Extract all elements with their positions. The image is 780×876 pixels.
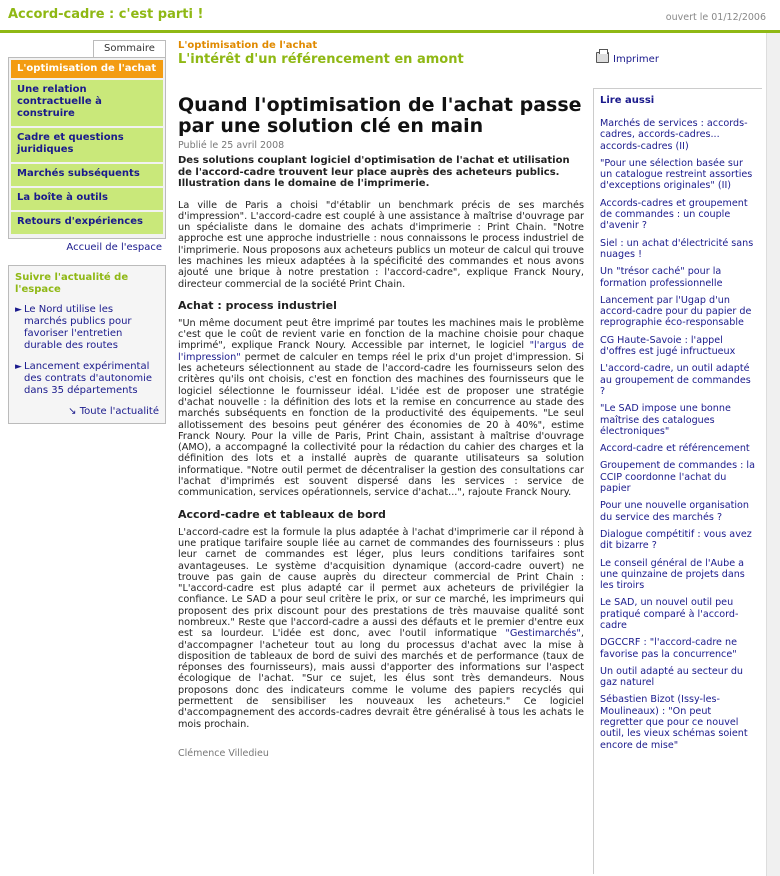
related-link[interactable]: Le conseil général de l'Aube a une quinzaine de projets dans les tiroirs bbox=[600, 557, 745, 592]
article bbox=[178, 40, 584, 759]
related-title: Lire aussi bbox=[600, 95, 655, 106]
nav-item-optimisation[interactable]: L'optimisation de l'achat bbox=[11, 60, 163, 78]
gestimarches-link[interactable]: "Gestimarchés" bbox=[505, 628, 581, 640]
section-body-achat bbox=[178, 318, 584, 499]
related-articles bbox=[593, 88, 762, 874]
related-link[interactable]: DGCCRF : "l'accord-cadre ne favorise pas la concurrence" bbox=[600, 637, 737, 660]
related-link[interactable]: Pour une nouvelle organisation du service des marchés ? bbox=[600, 500, 750, 523]
left-navigation bbox=[8, 40, 166, 424]
related-link[interactable]: Lancement par l'Ugap d'un accord-cadre pour du papier de reprographie éco-responsable bbox=[600, 294, 752, 329]
related-link[interactable]: Accords-cadres et groupement de commandes : un couple d'avenir ? bbox=[600, 197, 748, 232]
section-text: "Un même document peut être imprimé par toutes les machines mais le problème c'est que le coût de revient varie en fonction de la machine choisie pour chaque imprimé", explique Franck Noury. Accessible par internet, le logiciel bbox=[178, 317, 584, 352]
nav-item-retours-experiences[interactable]: Retours d'expériences bbox=[11, 212, 163, 234]
section-text: , d'accompagner l'acheteur tout au long du processus d'achat avec la mise à disposition de tableaux de bord de suivi des marchés et de performance (taux de réponses des fournisseurs), mais aussi d'apporter des informations sur l'aspect écologique de l'achat. "Sur ce sujet, les élus sont très demandeurs. Nous proposons donc des indicateurs comme le volume des papiers recyclés qui permettent de sensibiliser les nouveaux les acheteurs." Ce logiciel d'accompagnement des accords-cadres devrait être généralisé à tous les achats le mois prochain. bbox=[178, 628, 584, 730]
related-link[interactable]: Un outil adapté au secteur du gaz naturel bbox=[600, 665, 743, 689]
arrow-right-icon: ► bbox=[15, 305, 22, 315]
section-body-tableaux bbox=[178, 527, 584, 730]
related-link[interactable]: Dialogue compétitif : vous avez dit bizarre ? bbox=[600, 528, 752, 552]
related-link[interactable]: Groupement de commandes : la CCIP coordonne l'achat du papier bbox=[600, 460, 755, 495]
related-link[interactable]: Siel : un achat d'électricité sans nuages ! bbox=[600, 237, 754, 260]
printer-icon bbox=[596, 52, 609, 63]
news-item-label[interactable]: Lancement expérimental des contrats d'autonomie dans 35 départements bbox=[24, 361, 153, 396]
print-label[interactable]: Imprimer bbox=[613, 54, 659, 65]
related-link[interactable]: L'accord-cadre, un outil adapté au groupement de commandes ? bbox=[600, 363, 751, 397]
print-link[interactable] bbox=[596, 52, 659, 65]
nav-item-marches-subsequents[interactable]: Marchés subséquents bbox=[11, 164, 163, 186]
sommaire-menu bbox=[8, 57, 166, 239]
all-news-link[interactable] bbox=[15, 406, 159, 417]
section-text: L'accord-cadre est la formule la plus adaptée à l'achat d'imprimerie car il répond à une pratique tarifaire souple liée au carnet de commandes des fournisseurs : plus leur carnet de commandes est léger, plus leurs conditions tarifaires sont avantageuses. Le système d'acquisition dynamique (accord-cadre ouvert) ne trouve pas gain de cause auprès du directeur commercial de Print Chain : "L'accord-cadre est plus adapté car il permet aux acheteurs de privilégier la confiance. Le SAD a pour seul critère le prix, or sur ce marché, les imprimeurs qui proposent des prix discount pour des prestations de très mauvaise qualité sont nombreux." Reste que l'accord-cadre a aussi des défauts et le premier d'entre eux est sa lourdeur. L'idée est donc, avec l'outil informatique bbox=[178, 526, 584, 640]
arrow-right-icon: ► bbox=[15, 362, 22, 372]
sommaire-tab: Sommaire bbox=[93, 40, 166, 57]
nav-item-cadre-juridique[interactable]: Cadre et questions juridiques bbox=[11, 128, 163, 162]
site-title[interactable]: Accord-cadre : c'est parti ! bbox=[8, 7, 204, 22]
related-link[interactable]: Un "trésor caché" pour la formation professionnelle bbox=[600, 266, 723, 289]
open-date: ouvert le 01/12/2006 bbox=[665, 12, 766, 23]
news-box bbox=[8, 265, 166, 424]
article-lead: Des solutions couplant logiciel d'optimisation de l'achat et utilisation de l'accord-cadre trouvent leur place auprès des acheteurs publics. Illustration dans le domaine de l'imprimerie. bbox=[178, 155, 570, 189]
publication-date: Publié le 25 avril 2008 bbox=[178, 140, 285, 151]
news-box-title: Suivre l'actualité de l'espace bbox=[15, 272, 129, 295]
related-list bbox=[600, 118, 756, 751]
site-header bbox=[0, 0, 780, 33]
news-item[interactable] bbox=[15, 361, 159, 397]
article-intro: La ville de Paris a choisi "d'établir un benchmark précis de ses marchés d'impression". L'accord-cadre est couplé à une assistance à maîtrise d'ouvrage par un spécialiste dans le domaine des achats d'imprimerie : Print Chain. "Notre approche est une approche industrielle : nous connaissons le process industriel de l'imprimerie. Nous proposons aux acheteurs publics un moteur de calcul qui trouve les machines les mieux adaptées à la spécificité des commandes et nous avons ajouté une brique à notre prestation : l'accord-cadre", explique Franck Noury, directeur commercial de la société Print Chain. bbox=[178, 199, 584, 290]
article-author: Clémence Villedieu bbox=[178, 747, 269, 759]
related-link[interactable]: Marchés de services : accords-cadres, accords-cadres... accords-cadres (II) bbox=[600, 118, 748, 152]
related-link[interactable]: "Pour une sélection basée sur un catalogue restreint assorties d'exceptions originales" (II) bbox=[600, 157, 753, 192]
nav-item-boite-a-outils[interactable]: La boîte à outils bbox=[11, 188, 163, 210]
arrow-down-right-icon: ↘ bbox=[68, 406, 77, 417]
home-link[interactable]: Accueil de l'espace bbox=[66, 242, 162, 253]
vertical-scrollbar[interactable] bbox=[766, 33, 780, 876]
related-link[interactable]: "Le SAD impose une bonne maîtrise des catalogues électroniques" bbox=[600, 403, 731, 437]
article-subtitle: L'intérêt d'un référencement en amont bbox=[178, 52, 464, 67]
related-link[interactable]: Accord-cadre et référencement bbox=[600, 443, 750, 455]
all-news-label[interactable]: Toute l'actualité bbox=[79, 406, 159, 417]
related-link[interactable]: CG Haute-Savoie : l'appel d'offres est jugé infructueux bbox=[600, 334, 736, 358]
argus-link[interactable]: "l'argus de l'impression" bbox=[178, 340, 584, 363]
section-text: permet de calculer en temps réel le prix d'un projet d'impression. Si les acheteurs sélectionnent au stade de l'accord-cadre les fournisseurs selon des critères qu'ils ont choisis, c'est en fonction des machines des fournisseurs que le logiciel sélectionne le fournisseur idéal. L'idée est de proposer une stratégie d'achat nouvelle : la définition des lots et la remise en concurrence au stade des marchés subséquents en fonction de la productivité des équipements. "Le seul allotissement des besoins peut générer des économies de 20 à 40%", estime Franck Noury. Pour la ville de Paris, Print Chain, assistant à maîtrise d'ouvrage (AMO), a accompagné la collectivité pour la rédaction du cahier des charges et la définition des lots et a installé auprès de quarante utilisateurs sa solution informatique. "Notre outil permet de décentraliser la gestion des consultations car l'achat d'imprimés est souvent dispersé dans les services : service de communication, services opérationnels, service d'achat...", rajoute Franck Noury. bbox=[178, 351, 584, 499]
news-item[interactable] bbox=[15, 304, 159, 352]
section-title-tableaux: Accord-cadre et tableaux de bord bbox=[178, 507, 386, 521]
article-kicker: L'optimisation de l'achat bbox=[178, 40, 318, 51]
related-link[interactable]: Sébastien Bizot (Issy-les-Moulineaux) : "On peut regretter que pour ce nouvel outil, les vieux schémas soient encore de mise" bbox=[600, 694, 748, 751]
section-title-achat: Achat : process industriel bbox=[178, 298, 337, 312]
related-link[interactable]: Le SAD, un nouvel outil peu pratiqué comparé à l'accord-cadre bbox=[600, 597, 739, 631]
nav-item-relation-contractuelle[interactable]: Une relation contractuelle à construire bbox=[11, 80, 163, 126]
article-headline: Quand l'optimisation de l'achat passe par une solution clé en main bbox=[178, 94, 582, 137]
news-item-label[interactable]: Le Nord utilise les marchés publics pour favoriser l'entretien durable des routes bbox=[24, 304, 132, 351]
